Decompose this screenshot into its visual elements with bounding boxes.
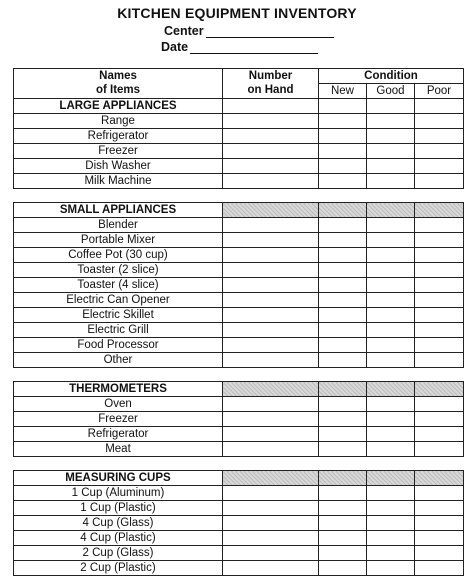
number-on-hand-cell[interactable]	[223, 233, 319, 248]
shaded-cell	[223, 382, 319, 397]
shaded-cell	[319, 471, 367, 486]
number-on-hand-cell[interactable]	[223, 427, 319, 442]
item-name: 4 Cup (Plastic)	[14, 531, 223, 546]
item-row	[14, 412, 464, 427]
center-field[interactable]	[164, 24, 334, 38]
section-gap	[14, 368, 464, 382]
item-row	[14, 323, 464, 338]
center-label: Center	[164, 24, 204, 38]
poor-cell[interactable]	[415, 561, 464, 576]
header-new: New	[319, 84, 367, 99]
poor-cell[interactable]	[415, 442, 464, 457]
number-on-hand-cell[interactable]	[223, 442, 319, 457]
new-cell[interactable]	[319, 442, 367, 457]
date-line[interactable]	[190, 42, 318, 54]
item-row	[14, 248, 464, 263]
good-cell[interactable]	[367, 442, 415, 457]
new-cell[interactable]	[319, 263, 367, 278]
number-on-hand-cell[interactable]	[223, 263, 319, 278]
number-on-hand-cell[interactable]	[223, 129, 319, 144]
number-on-hand-cell[interactable]	[223, 293, 319, 308]
good-cell[interactable]	[367, 114, 415, 129]
new-cell[interactable]	[319, 397, 367, 412]
shaded-cell	[319, 382, 367, 397]
item-row	[14, 233, 464, 248]
good-cell[interactable]	[367, 174, 415, 189]
number-on-hand-cell[interactable]	[223, 278, 319, 293]
item-name: Electric Can Opener	[14, 293, 223, 308]
number-on-hand-cell[interactable]	[223, 308, 319, 323]
new-cell[interactable]	[319, 427, 367, 442]
item-row	[14, 427, 464, 442]
new-cell[interactable]	[319, 546, 367, 561]
new-cell[interactable]	[319, 174, 367, 189]
number-on-hand-cell[interactable]	[223, 248, 319, 263]
item-row	[14, 546, 464, 561]
item-name: 2 Cup (Plastic)	[14, 561, 223, 576]
number-on-hand-cell[interactable]	[223, 338, 319, 353]
section-gap	[14, 189, 464, 203]
item-name: 1 Cup (Plastic)	[14, 501, 223, 516]
poor-cell[interactable]	[415, 501, 464, 516]
item-name: Freezer	[14, 144, 223, 159]
section-header-row	[14, 99, 464, 114]
poor-cell[interactable]	[415, 144, 464, 159]
item-name: Milk Machine	[14, 174, 223, 189]
poor-cell[interactable]	[415, 129, 464, 144]
number-on-hand-cell[interactable]	[223, 174, 319, 189]
good-cell[interactable]	[367, 516, 415, 531]
item-name: Freezer	[14, 412, 223, 427]
good-cell[interactable]	[367, 501, 415, 516]
good-cell[interactable]	[367, 233, 415, 248]
section-header-row	[14, 382, 464, 397]
good-cell[interactable]	[367, 353, 415, 368]
item-row	[14, 174, 464, 189]
item-row	[14, 486, 464, 501]
new-cell[interactable]	[319, 159, 367, 174]
poor-cell[interactable]	[415, 278, 464, 293]
item-name: 2 Cup (Glass)	[14, 546, 223, 561]
section-header-row	[14, 203, 464, 218]
shaded-cell	[223, 203, 319, 218]
shaded-cell	[367, 471, 415, 486]
number-on-hand-cell[interactable]	[223, 353, 319, 368]
header-condition: Condition	[319, 69, 464, 84]
form-title: KITCHEN EQUIPMENT INVENTORY	[117, 5, 357, 21]
item-name: Coffee Pot (30 cup)	[14, 248, 223, 263]
good-cell[interactable]	[367, 338, 415, 353]
item-row	[14, 561, 464, 576]
date-label: Date	[161, 40, 189, 54]
good-cell[interactable]	[367, 412, 415, 427]
item-row	[14, 218, 464, 233]
header-poor: Poor	[415, 84, 464, 99]
item-row	[14, 531, 464, 546]
header-names: Names	[14, 69, 223, 84]
number-on-hand-cell[interactable]	[223, 114, 319, 129]
poor-cell[interactable]	[415, 338, 464, 353]
item-row	[14, 442, 464, 457]
good-cell[interactable]	[367, 159, 415, 174]
item-name: Other	[14, 353, 223, 368]
number-on-hand-cell[interactable]	[223, 501, 319, 516]
item-name: Toaster (4 slice)	[14, 278, 223, 293]
poor-cell[interactable]	[415, 323, 464, 338]
good-cell[interactable]	[367, 561, 415, 576]
poor-cell[interactable]	[415, 159, 464, 174]
shaded-cell	[367, 99, 415, 114]
item-name: Food Processor	[14, 338, 223, 353]
header-good: Good	[367, 84, 415, 99]
new-cell[interactable]	[319, 218, 367, 233]
inventory-table	[13, 68, 464, 576]
new-cell[interactable]	[319, 233, 367, 248]
item-row	[14, 353, 464, 368]
item-row	[14, 308, 464, 323]
good-cell[interactable]	[367, 293, 415, 308]
shaded-cell	[319, 203, 367, 218]
item-row	[14, 129, 464, 144]
center-line[interactable]	[206, 26, 334, 38]
good-cell[interactable]	[367, 546, 415, 561]
poor-cell[interactable]	[415, 516, 464, 531]
item-row	[14, 263, 464, 278]
section-title: THERMOMETERS	[14, 382, 223, 397]
poor-cell[interactable]	[415, 427, 464, 442]
date-field[interactable]	[161, 40, 318, 54]
item-name: Range	[14, 114, 223, 129]
item-row	[14, 516, 464, 531]
good-cell[interactable]	[367, 308, 415, 323]
new-cell[interactable]	[319, 353, 367, 368]
item-name: Meat	[14, 442, 223, 457]
poor-cell[interactable]	[415, 546, 464, 561]
section-title: LARGE APPLIANCES	[14, 99, 223, 114]
item-row	[14, 293, 464, 308]
number-on-hand-cell[interactable]	[223, 397, 319, 412]
new-cell[interactable]	[319, 144, 367, 159]
item-name: Dish Washer	[14, 159, 223, 174]
item-name: Refrigerator	[14, 427, 223, 442]
item-row	[14, 397, 464, 412]
number-on-hand-cell[interactable]	[223, 486, 319, 501]
shaded-cell	[223, 471, 319, 486]
good-cell[interactable]	[367, 531, 415, 546]
header-on-hand: on Hand	[223, 84, 319, 99]
header-number: Number	[223, 69, 319, 84]
poor-cell[interactable]	[415, 233, 464, 248]
new-cell[interactable]	[319, 516, 367, 531]
item-row	[14, 338, 464, 353]
item-name: Refrigerator	[14, 129, 223, 144]
good-cell[interactable]	[367, 427, 415, 442]
new-cell[interactable]	[319, 278, 367, 293]
good-cell[interactable]	[367, 486, 415, 501]
new-cell[interactable]	[319, 486, 367, 501]
good-cell[interactable]	[367, 218, 415, 233]
poor-cell[interactable]	[415, 412, 464, 427]
poor-cell[interactable]	[415, 486, 464, 501]
new-cell[interactable]	[319, 248, 367, 263]
new-cell[interactable]	[319, 323, 367, 338]
good-cell[interactable]	[367, 323, 415, 338]
number-on-hand-cell[interactable]	[223, 546, 319, 561]
good-cell[interactable]	[367, 397, 415, 412]
poor-cell[interactable]	[415, 263, 464, 278]
poor-cell[interactable]	[415, 293, 464, 308]
inventory-sheet	[13, 68, 463, 576]
new-cell[interactable]	[319, 293, 367, 308]
new-cell[interactable]	[319, 501, 367, 516]
new-cell[interactable]	[319, 308, 367, 323]
item-name: Electric Grill	[14, 323, 223, 338]
number-on-hand-cell[interactable]	[223, 323, 319, 338]
number-on-hand-cell[interactable]	[223, 144, 319, 159]
new-cell[interactable]	[319, 412, 367, 427]
item-name: 1 Cup (Aluminum)	[14, 486, 223, 501]
item-row	[14, 278, 464, 293]
number-on-hand-cell[interactable]	[223, 561, 319, 576]
number-on-hand-cell[interactable]	[223, 159, 319, 174]
new-cell[interactable]	[319, 129, 367, 144]
poor-cell[interactable]	[415, 397, 464, 412]
poor-cell[interactable]	[415, 353, 464, 368]
item-row	[14, 501, 464, 516]
number-on-hand-cell[interactable]	[223, 412, 319, 427]
shaded-cell	[367, 203, 415, 218]
new-cell[interactable]	[319, 531, 367, 546]
good-cell[interactable]	[367, 263, 415, 278]
new-cell[interactable]	[319, 114, 367, 129]
poor-cell[interactable]	[415, 218, 464, 233]
item-name: Toaster (2 slice)	[14, 263, 223, 278]
good-cell[interactable]	[367, 144, 415, 159]
section-title: MEASURING CUPS	[14, 471, 223, 486]
shaded-cell	[415, 99, 464, 114]
number-on-hand-cell[interactable]	[223, 516, 319, 531]
shaded-cell	[367, 382, 415, 397]
good-cell[interactable]	[367, 278, 415, 293]
poor-cell[interactable]	[415, 174, 464, 189]
item-row	[14, 114, 464, 129]
shaded-cell	[319, 99, 367, 114]
number-on-hand-cell[interactable]	[223, 218, 319, 233]
item-name: 4 Cup (Glass)	[14, 516, 223, 531]
shaded-cell	[415, 471, 464, 486]
shaded-cell	[415, 203, 464, 218]
item-name: Electric Skillet	[14, 308, 223, 323]
poor-cell[interactable]	[415, 308, 464, 323]
shaded-cell	[223, 99, 319, 114]
item-name: Portable Mixer	[14, 233, 223, 248]
section-gap	[14, 457, 464, 471]
item-row	[14, 144, 464, 159]
item-name: Blender	[14, 218, 223, 233]
poor-cell[interactable]	[415, 248, 464, 263]
header-of-items: of Items	[14, 84, 223, 99]
shaded-cell	[415, 382, 464, 397]
good-cell[interactable]	[367, 248, 415, 263]
new-cell[interactable]	[319, 338, 367, 353]
good-cell[interactable]	[367, 129, 415, 144]
new-cell[interactable]	[319, 561, 367, 576]
poor-cell[interactable]	[415, 114, 464, 129]
section-title: SMALL APPLIANCES	[14, 203, 223, 218]
item-name: Oven	[14, 397, 223, 412]
section-header-row	[14, 471, 464, 486]
item-row	[14, 159, 464, 174]
poor-cell[interactable]	[415, 531, 464, 546]
number-on-hand-cell[interactable]	[223, 531, 319, 546]
